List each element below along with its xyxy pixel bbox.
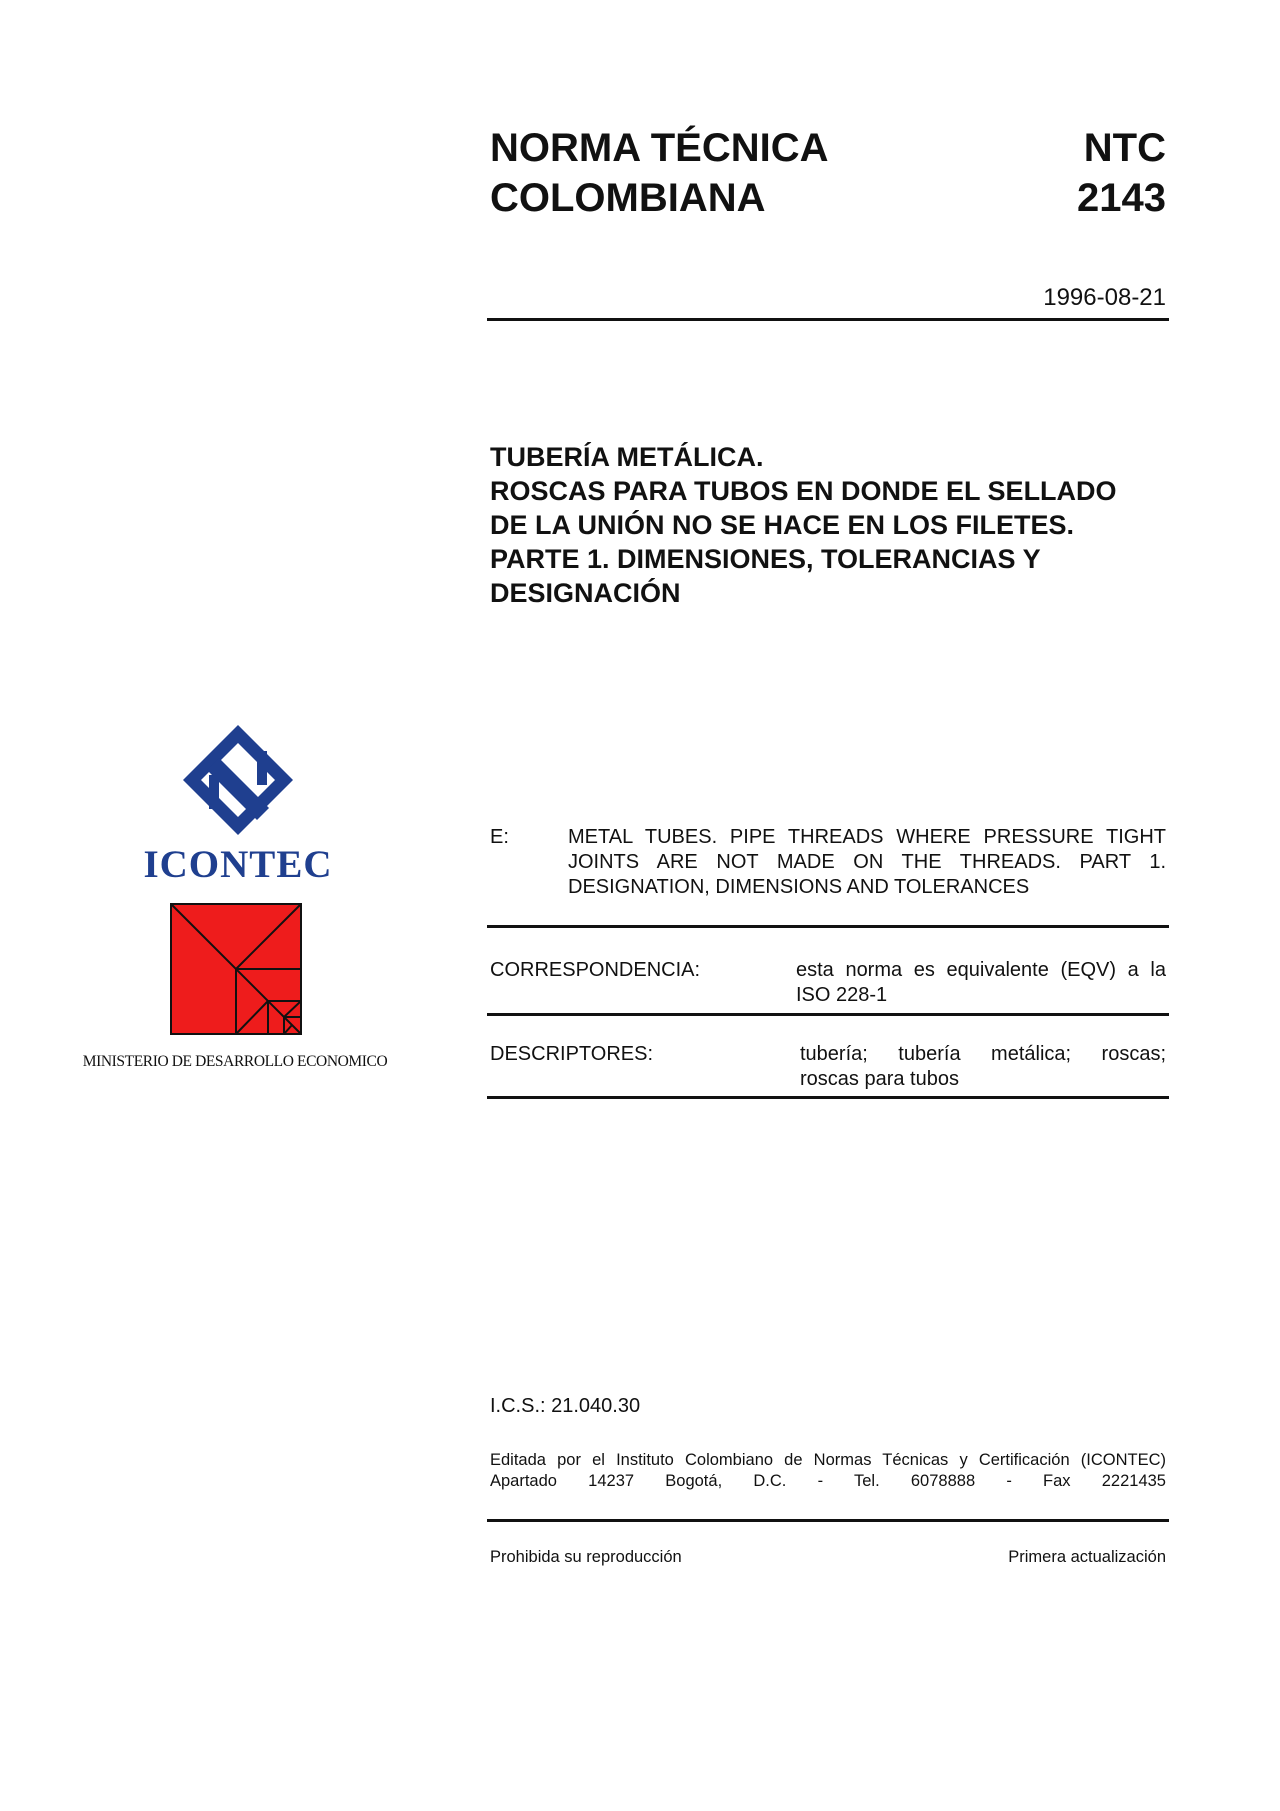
title-line: TUBERÍA METÁLICA.	[490, 442, 764, 472]
descriptores-label: DESCRIPTORES:	[490, 1043, 653, 1065]
ministry-name: MINISTERIO DE DESARROLLO ECONOMICO	[82, 1053, 388, 1070]
correspondencia-label: CORRESPONDENCIA:	[490, 959, 701, 981]
document-title	[490, 440, 1166, 610]
footer-divider	[487, 1519, 1169, 1522]
header-divider	[487, 318, 1169, 321]
english-title-line: DESIGNATION, DIMENSIONS AND TOLERANCES	[568, 876, 1030, 898]
publisher-info	[490, 1450, 1166, 1492]
publisher-line: Editada por el Instituto Colombiano de Normas Técnicas y Certificación (ICONTEC)	[490, 1451, 1166, 1469]
title-line: PARTE 1. DIMENSIONES, TOLERANCIAS Y	[490, 544, 1041, 574]
section-divider	[487, 1013, 1169, 1016]
correspondencia-value	[796, 958, 1166, 1008]
footer-edition: Primera actualización	[1008, 1548, 1166, 1566]
ics-code: I.C.S.: 21.040.30	[490, 1395, 641, 1417]
descriptores-value	[800, 1042, 1166, 1092]
english-label: E:	[490, 826, 509, 848]
title-line: ROSCAS PARA TUBOS EN DONDE EL SELLADO	[490, 476, 1117, 506]
standard-title	[490, 123, 829, 223]
standard-code-line1: NTC	[1083, 126, 1166, 170]
english-title-line: JOINTS ARE NOT MADE ON THE THREADS. PART 1.	[568, 851, 1166, 873]
english-title	[568, 825, 1166, 900]
icontec-wordmark: ICONTEC	[143, 843, 333, 886]
standard-title-line1: NORMA TÉCNICA	[490, 126, 829, 170]
correspondencia-line: esta norma es equivalente (EQV) a la	[796, 959, 1166, 981]
title-line: DE LA UNIÓN NO SE HACE EN LOS FILETES.	[490, 510, 1075, 540]
title-line: DESIGNACIÓN	[490, 578, 681, 608]
nested-squares-emblem-icon	[170, 903, 302, 1035]
publisher-line: Apartado 14237 Bogotá, D.C. - Tel. 6078888 - Fax 2221435	[490, 1472, 1166, 1490]
english-title-line: METAL TUBES. PIPE THREADS WHERE PRESSURE TIGHT	[568, 826, 1166, 848]
standard-code	[960, 123, 1166, 223]
publication-date: 1996-08-21	[1043, 284, 1166, 311]
correspondencia-line: ISO 228-1	[796, 984, 888, 1006]
footer-reproduction-notice: Prohibida su reproducción	[490, 1548, 682, 1566]
descriptores-line: roscas para tubos	[800, 1068, 959, 1090]
standard-title-line2: COLOMBIANA	[490, 176, 766, 220]
standard-code-line2: 2143	[1077, 176, 1166, 220]
ministry-emblem	[170, 903, 302, 1035]
descriptores-line: tubería; tubería metálica; roscas;	[800, 1043, 1166, 1065]
section-divider	[487, 1096, 1169, 1099]
section-divider	[487, 925, 1169, 928]
